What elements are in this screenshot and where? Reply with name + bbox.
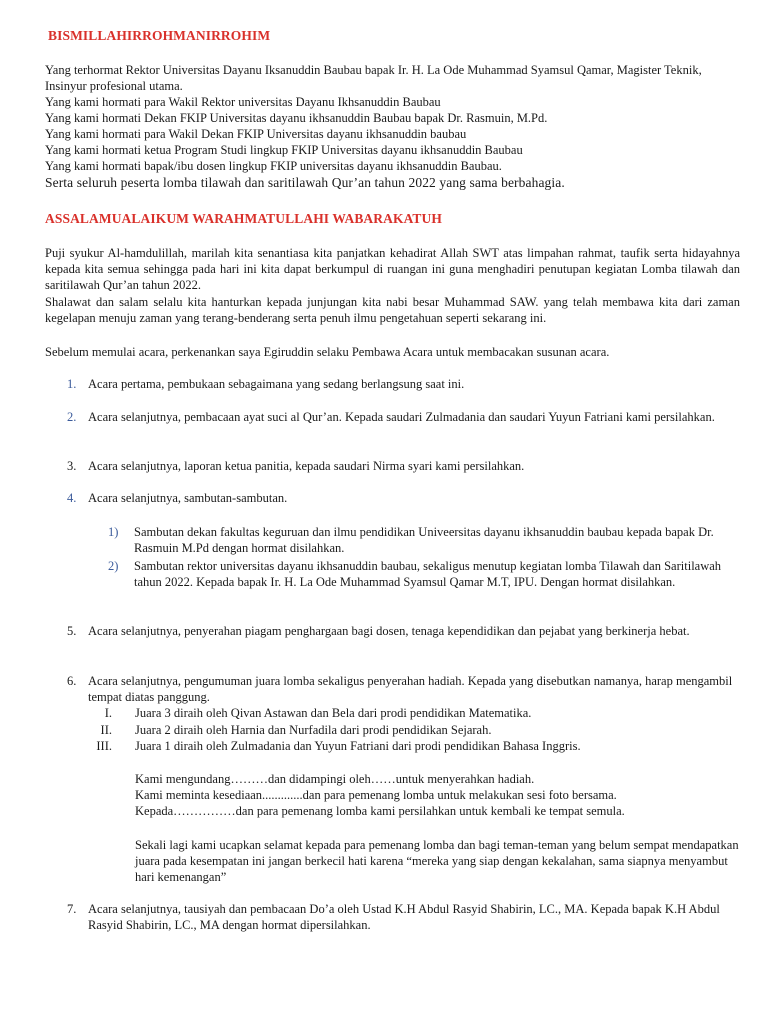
salam-heading: ASSALAMUALAIKUM WARAHMATULLAHI WABARAKATUH [45,211,442,226]
paragraph-puji-syukur: Puji syukur Al-hamdulillah, marilah kita senantiasa kita panjatkan kehadirat Allah SWT atas limpahan rahmat, taufik serta hidayahnya kepada kita semua sehingga pada hari ini kita dapat berkumpul di ruangan ini guna menghadiri penutupan kegiatan Lomba tilawah dan saritilawah Qur’an tahun 2022. [45,246,740,292]
bismillah-heading: BISMILLAHIRROHMANIRROHIM [48,28,271,43]
juara-item [88,705,740,721]
sambutan-number: 1) [108,525,119,539]
agenda-text: Acara pertama, pembukaan sebagaimana yang sedang berlangsung saat ini. [88,377,465,391]
agenda-number: 5. [67,624,77,638]
sambutan-text: Sambutan rektor universitas dayanu ikhsanuddin baubau, sekaligus menutup kegiatan lomba Tilawah dan Saritilawah tahun 2022. Kepada bapak Ir. H. La Ode Muhammad Syamsul Qamar M.T, IPU. Dengan hormat disilahkan. [134,559,722,589]
juara-text: Juara 1 diraih oleh Zulmadania dan Yuyun Fatriani dari prodi pendidikan Bahasa Inggris. [135,739,581,753]
agenda-item [45,623,740,639]
closing-congrats-text: Sekali lagi kami ucapkan selamat kepada para pemenang lomba dan bagi teman-teman yang belum sempat mendapatkan juara pada kesempatan ini jangan berkecil hati karena “mereka yang siap dengan kekalahan, sama siapnya menyambut hari kemenangan” [135,838,739,884]
closing-congrats [135,837,740,885]
greeting-line: Yang kami hormati ketua Program Studi lingkup FKIP Universitas dayanu ikhsanuddin Baubau [45,143,523,157]
invitation-block [135,771,740,819]
greeting-line: Yang kami hormati Dekan FKIP Universitas dayanu ikhsanuddin Baubau bapak Dr. Rasmuin, M.Pd. [45,111,548,125]
agenda-number: 3. [67,459,77,473]
sambutan-text: Sambutan dekan fakultas keguruan dan ilmu pendidikan Univeersitas dayanu ikhsanuddin baubau kepada bapak Dr. Rasmuin M.Pd dengan hormat disilahkan. [134,525,714,555]
agenda-number: 6. [67,674,77,688]
agenda-number: 7. [67,902,77,916]
agenda-item [45,673,740,705]
juara-text: Juara 3 diraih oleh Qivan Astawan dan Bela dari prodi pendidikan Matematika. [135,706,532,720]
agenda-text: Acara selanjutnya, laporan ketua panitia, kepada saudari Nirma syari kami persilahkan. [88,459,525,473]
juara-number: III. [96,739,112,753]
juara-item [88,722,740,738]
greeting-line: Yang kami hormati para Wakil Dekan FKIP Universitas dayanu ikhsanuddin baubau [45,127,467,141]
greeting-line: Yang terhormat Rektor Universitas Dayanu Iksanuddin Baubau bapak Ir. H. La Ode Muhammad Syamsul Qamar, Magister Teknik, Insinyur profesional utama. [45,63,702,93]
agenda-item [45,409,740,425]
sambutan-item [108,558,740,590]
agenda-item [45,376,740,392]
paragraph-sebelum: Sebelum memulai acara, perkenankan saya Egiruddin selaku Pembawa Acara untuk membacakan susunan acara. [45,345,610,359]
agenda-item [45,458,740,474]
sambutan-number: 2) [108,559,119,573]
juara-item [88,738,740,754]
agenda-text: Acara selanjutnya, pembacaan ayat suci al Qur’an. Kepada saudari Zulmadania dan saudari Yuyun Fatriani kami persilahkan. [88,410,715,424]
invitation-line: Kami meminta kesediaan.............dan para pemenang lomba untuk melakukan sesi foto bersama. [135,788,617,802]
greeting-line: Yang kami hormati para Wakil Rektor universitas Dayanu Ikhsanuddin Baubau [45,95,441,109]
agenda-number: 4. [67,491,77,505]
juara-number: II. [100,723,112,737]
agenda-text: Acara selanjutnya, penyerahan piagam penghargaan bagi dosen, tenaga kependidikan dan pejabat yang berkinerja hebat. [88,624,690,638]
paragraph-shalawat: Shalawat dan salam selalu kita hanturkan kepada junjungan kita nabi besar Muhammad SAW. yang telah membawa kita dari zaman kegelapan menuju zaman yang terang-benderang serta penuh ilmu pengetahuan seperti sekarang ini. [45,295,740,325]
agenda-item [45,901,740,933]
juara-number: I. [104,706,112,720]
agenda-text: Acara selanjutnya, tausiyah dan pembacaan Do’a oleh Ustad K.H Abdul Rasyid Shabirin, LC., MA. Kepada bapak K.H Abdul Rasyid Shabirin, LC., MA dengan hormat dipersilahkan. [88,902,720,932]
agenda-text: Acara selanjutnya, sambutan-sambutan. [88,491,288,505]
sambutan-item [108,524,740,556]
agenda-item [45,490,740,506]
greeting-line: Serta seluruh peserta lomba tilawah dan saritilawah Qur’an tahun 2022 yang sama berbahagia. [45,175,565,190]
invitation-line: Kami mengundang………dan didampingi oleh……untuk menyerahkan hadiah. [135,772,535,786]
invitation-line: Kepada……………dan para pemenang lomba kami persilahkan untuk kembali ke tempat semula. [135,804,625,818]
greeting-block [45,62,740,191]
juara-text: Juara 2 diraih oleh Harnia dan Nurfadila dari prodi pendidikan Sejarah. [135,723,492,737]
greeting-line: Yang kami hormati bapak/ibu dosen lingkup FKIP universitas dayanu ikhsanuddin Baubau. [45,159,502,173]
agenda-number: 1. [67,377,77,391]
agenda-text: Acara selanjutnya, pengumuman juara lomba sekaligus penyerahan hadiah. Kepada yang disebutkan namanya, harap mengambil tempat diatas panggung. [88,674,733,704]
agenda-number: 2. [67,410,77,424]
